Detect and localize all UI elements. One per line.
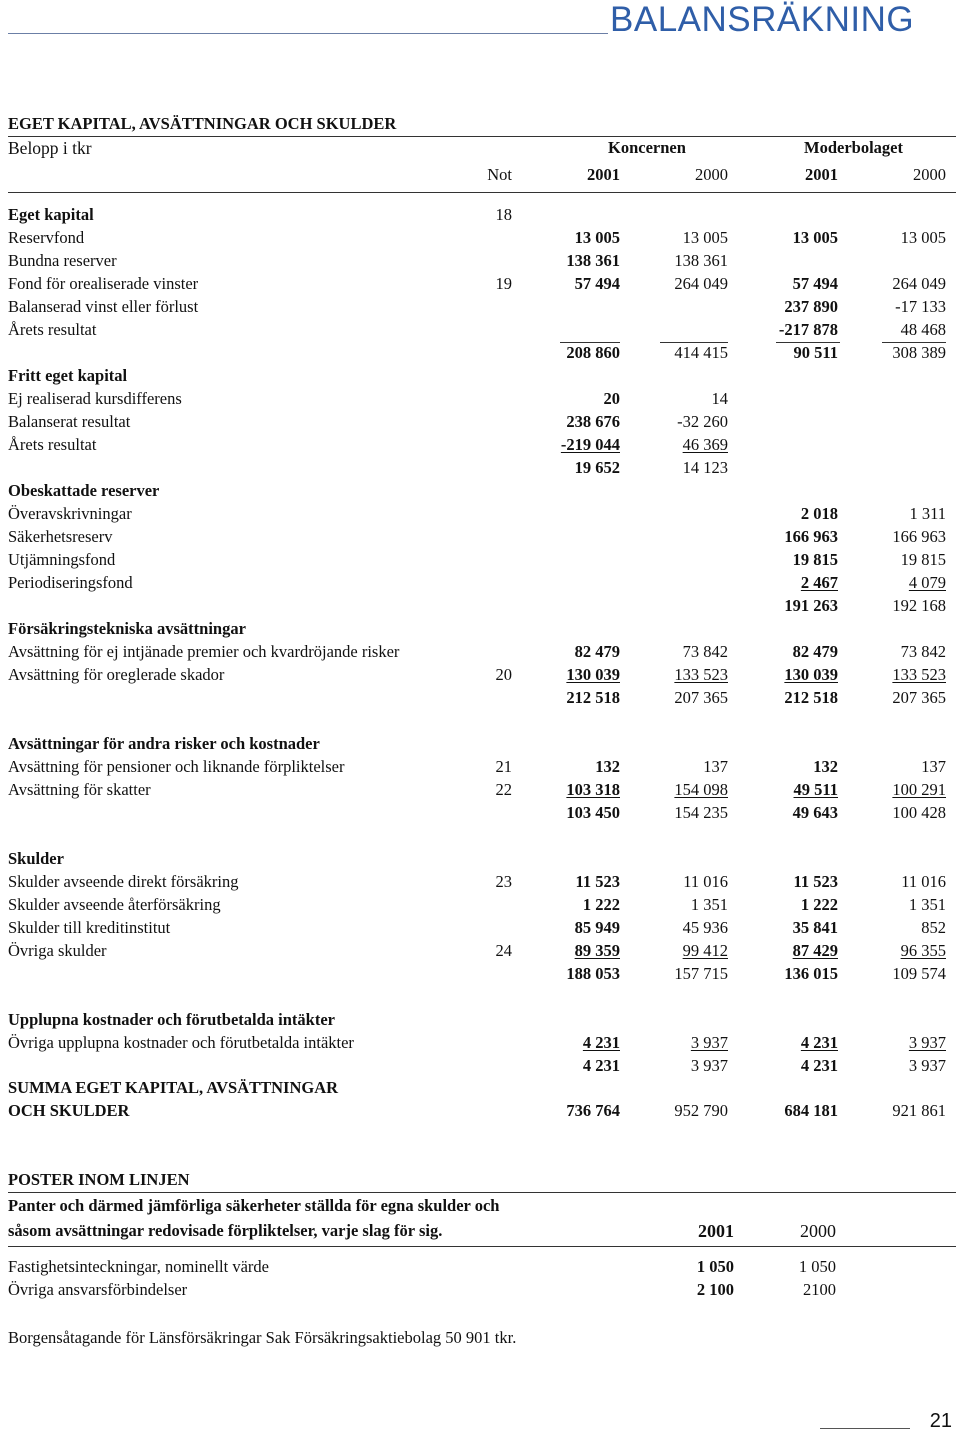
cell-koncern-2000: 138 361 [674, 251, 728, 270]
cell-koncern-2000: 137 [703, 757, 728, 776]
row-label: Årets resultat [8, 320, 97, 339]
cell-koncern-2001: 89 359 [574, 941, 620, 960]
row-label: Upplupna kostnader och förutbetalda intäkter [8, 1010, 335, 1029]
cell-koncern-2001: 4 231 [582, 1056, 620, 1075]
cell-moder-2000: 308 389 [892, 343, 946, 362]
cell-moder-2001: 136 015 [784, 964, 838, 983]
poster-item-v1: 2 100 [696, 1280, 734, 1299]
row-label: Övriga upplupna kostnader och förutbetalda intäkter [8, 1033, 354, 1052]
cell-moder-2001: 1 222 [800, 895, 838, 914]
group-koncernen: Koncernen [608, 138, 686, 157]
cell-moder-2000: 3 937 [908, 1056, 946, 1075]
table-subtotal-row [0, 595, 960, 617]
cell-moder-2001: 166 963 [784, 527, 838, 546]
cell-moder-2000: 3 937 [908, 1033, 946, 1052]
cell-koncern-2000: 11 016 [683, 872, 728, 891]
unit-label: Belopp i tkr [8, 138, 92, 158]
row-label: Avsättning för ej intjänade premier och kvardröjande risker [8, 642, 400, 661]
cell-koncern-2001: 13 005 [574, 228, 620, 247]
cell-koncern-2000: 73 842 [682, 642, 728, 661]
row-label: Skulder avseende återförsäkring [8, 895, 221, 914]
table-row [0, 572, 960, 594]
row-label: Eget kapital [8, 205, 94, 224]
row-label: Reservfond [8, 228, 85, 247]
poster-title: POSTER INOM LINJEN [8, 1170, 190, 1189]
cell-koncern-2001: 19 652 [574, 458, 620, 477]
cell-moder-2000: 109 574 [892, 964, 946, 983]
cell-koncern-2000: 13 005 [682, 228, 728, 247]
row-label: Säkerhetsreserv [8, 527, 113, 546]
cell-moder-2001: 11 523 [793, 872, 838, 891]
table-subtotal-row [0, 802, 960, 824]
table-row [0, 641, 960, 663]
table-row [0, 917, 960, 939]
cell-moder-2001: 2 467 [800, 573, 838, 592]
page-title: BALANSRÄKNING [610, 0, 915, 39]
poster-intro-2: såsom avsättningar redovisade förpliktelser, varje slag för sig. [8, 1221, 443, 1240]
cell-koncern-2001: 85 949 [574, 918, 620, 937]
cell-koncern-2000: 45 936 [682, 918, 728, 937]
cell-koncern-2000: 99 412 [682, 941, 728, 960]
table-row [0, 250, 960, 272]
cell-moder-2000: 133 523 [892, 665, 946, 684]
poster-item-v1: 1 050 [696, 1257, 734, 1276]
header-rule [8, 33, 608, 34]
poster-note: Borgensåtagande för Länsförsäkringar Sak Försäkringsaktiebolag 50 901 tkr. [8, 1328, 517, 1347]
row-label: Överavskrivningar [8, 504, 132, 523]
cell-koncern-2001: 736 764 [566, 1101, 620, 1120]
cell-moder-2001: 82 479 [792, 642, 838, 661]
cell-koncern-2001: -219 044 [560, 435, 620, 454]
row-note: 18 [495, 205, 512, 224]
row-label: Avsättning för oreglerade skador [8, 665, 225, 684]
poster-item-v2: 2100 [803, 1280, 836, 1299]
cell-koncern-2001: 103 318 [566, 780, 620, 799]
cell-koncern-2001: 130 039 [566, 665, 620, 684]
row-label: Avsättning för skatter [8, 780, 151, 799]
poster-intro-1: Panter och därmed jämförliga säkerheter ställda för egna skulder och [8, 1196, 500, 1215]
subtotal-rule [882, 342, 946, 343]
cell-moder-2001: 49 643 [792, 803, 838, 822]
cell-moder-2000: 19 815 [900, 550, 946, 569]
cell-moder-2001: 49 511 [793, 780, 838, 799]
cell-koncern-2000: 46 369 [682, 435, 728, 454]
cell-koncern-2001: 188 053 [566, 964, 620, 983]
table-subtotal-row [0, 687, 960, 709]
cell-koncern-2000: 157 715 [674, 964, 728, 983]
row-label: OCH SKULDER [8, 1101, 130, 1120]
cell-moder-2000: 13 005 [900, 228, 946, 247]
cell-moder-2000: 1 311 [909, 504, 946, 523]
row-label: Bundna reserver [8, 251, 117, 270]
cell-koncern-2000: 133 523 [674, 665, 728, 684]
row-label: Årets resultat [8, 435, 97, 454]
table-row [0, 733, 960, 755]
table-row [0, 411, 960, 433]
column-header-row [0, 164, 960, 186]
table-row [0, 204, 960, 226]
cell-moder-2000: 921 861 [892, 1101, 946, 1120]
page-number: 21 [929, 1410, 952, 1432]
cell-koncern-2000: 14 123 [682, 458, 728, 477]
cell-koncern-2000: 154 235 [674, 803, 728, 822]
poster-intro-row [0, 1220, 960, 1242]
table-row [0, 848, 960, 870]
cell-moder-2000: 11 016 [901, 872, 946, 891]
row-note: 21 [495, 757, 512, 776]
subtotal-rule [776, 342, 840, 343]
row-note: 20 [495, 665, 512, 684]
row-note: 23 [495, 872, 512, 891]
cell-koncern-2000: 952 790 [674, 1101, 728, 1120]
header-bottom-rule [8, 192, 956, 193]
cell-moder-2000: 100 428 [892, 803, 946, 822]
poster-item-label: Fastighetsinteckningar, nominellt värde [8, 1257, 269, 1276]
col-koncern-2000: 2000 [695, 165, 728, 184]
cell-moder-2000: 166 963 [892, 527, 946, 546]
poster-item [0, 1279, 960, 1301]
table-subtotal-row [0, 457, 960, 479]
section-rule [8, 136, 956, 137]
cell-moder-2001: 87 429 [792, 941, 838, 960]
cell-koncern-2000: 3 937 [690, 1033, 728, 1052]
cell-moder-2001: 35 841 [792, 918, 838, 937]
cell-moder-2001: 237 890 [784, 297, 838, 316]
cell-moder-2000: 264 049 [892, 274, 946, 293]
table-row [0, 227, 960, 249]
cell-koncern-2001: 138 361 [566, 251, 620, 270]
cell-moder-2001: 90 511 [793, 343, 838, 362]
cell-koncern-2001: 132 [595, 757, 620, 776]
subtotal-rule [660, 342, 728, 343]
cell-koncern-2001: 11 523 [575, 872, 620, 891]
table-row [0, 526, 960, 548]
table-row [0, 756, 960, 778]
table-row [0, 365, 960, 387]
cell-moder-2000: 96 355 [900, 941, 946, 960]
col-koncern-2001: 2001 [587, 165, 620, 184]
table-row [0, 273, 960, 295]
cell-koncern-2001: 57 494 [574, 274, 620, 293]
cell-koncern-2000: 264 049 [674, 274, 728, 293]
cell-moder-2000: 48 468 [900, 320, 946, 339]
cell-moder-2001: 13 005 [792, 228, 838, 247]
cell-moder-2001: 132 [813, 757, 838, 776]
row-label: Avsättningar för andra risker och kostnader [8, 734, 320, 753]
cell-koncern-2000: 207 365 [674, 688, 728, 707]
cell-koncern-2000: 14 [711, 389, 728, 408]
cell-koncern-2001: 212 518 [566, 688, 620, 707]
row-label: SUMMA EGET KAPITAL, AVSÄTTNINGAR [8, 1078, 339, 1097]
row-label: Balanserat resultat [8, 412, 131, 431]
cell-moder-2000: 4 079 [908, 573, 946, 592]
table-row [0, 940, 960, 962]
cell-koncern-2000: -32 260 [677, 412, 728, 431]
row-label: Skulder [8, 849, 64, 868]
table-subtotal-row [0, 342, 960, 364]
cell-koncern-2000: 154 098 [674, 780, 728, 799]
table-row [0, 1100, 960, 1122]
poster-item-v2: 1 050 [798, 1257, 836, 1276]
cell-koncern-2001: 1 222 [582, 895, 620, 914]
cell-koncern-2000: 1 351 [690, 895, 728, 914]
subtotal-rule [560, 342, 620, 343]
group-moderbolaget: Moderbolaget [804, 138, 903, 157]
cell-moder-2000: 73 842 [900, 642, 946, 661]
cell-moder-2001: 4 231 [800, 1033, 838, 1052]
cell-moder-2000: 207 365 [892, 688, 946, 707]
cell-moder-2001: -217 878 [778, 320, 838, 339]
cell-moder-2000: 100 291 [892, 780, 946, 799]
cell-koncern-2000: 3 937 [690, 1056, 728, 1075]
cell-moder-2000: 137 [921, 757, 946, 776]
col-moder-2000: 2000 [913, 165, 946, 184]
row-label: Fond för orealiserade vinster [8, 274, 199, 293]
col-not: Not [487, 165, 512, 184]
row-label: Periodiseringsfond [8, 573, 133, 592]
cell-koncern-2001: 103 450 [566, 803, 620, 822]
table-row [0, 480, 960, 502]
poster-rule-bottom [8, 1246, 956, 1247]
cell-moder-2000: 852 [921, 918, 946, 937]
table-row [0, 618, 960, 640]
cell-koncern-2001: 4 231 [582, 1033, 620, 1052]
table-row [0, 664, 960, 686]
table-row [0, 1032, 960, 1054]
cell-moder-2001: 57 494 [792, 274, 838, 293]
cell-moder-2001: 191 263 [784, 596, 838, 615]
row-label: Ej realiserad kursdifferens [8, 389, 182, 408]
cell-moder-2000: -17 133 [895, 297, 946, 316]
row-label: Balanserad vinst eller förlust [8, 297, 199, 316]
cell-moder-2001: 212 518 [784, 688, 838, 707]
table-row [0, 434, 960, 456]
row-label: Försäkringstekniska avsättningar [8, 619, 246, 638]
poster-year-1: 2001 [698, 1221, 734, 1241]
row-label: Skulder till kreditinstitut [8, 918, 171, 937]
poster-item [0, 1256, 960, 1278]
table-row [0, 296, 960, 318]
row-label: Fritt eget kapital [8, 366, 128, 385]
section-title: EGET KAPITAL, AVSÄTTNINGAR OCH SKULDER [8, 114, 397, 133]
row-note: 19 [495, 274, 512, 293]
row-label: Skulder avseende direkt försäkring [8, 872, 239, 891]
table-row [0, 1009, 960, 1031]
poster-rule-top [8, 1192, 956, 1193]
row-note: 24 [495, 941, 512, 960]
col-moder-2001: 2001 [805, 165, 838, 184]
row-label: Utjämningsfond [8, 550, 116, 569]
table-row [0, 894, 960, 916]
poster-year-2: 2000 [800, 1221, 836, 1241]
cell-moder-2000: 192 168 [892, 596, 946, 615]
table-row [0, 871, 960, 893]
cell-moder-2001: 130 039 [784, 665, 838, 684]
cell-koncern-2001: 20 [603, 389, 620, 408]
row-note: 22 [495, 780, 512, 799]
poster-item-label: Övriga ansvarsförbindelser [8, 1280, 188, 1299]
cell-koncern-2000: 414 415 [674, 343, 728, 362]
table-row [0, 779, 960, 801]
table-subtotal-row [0, 963, 960, 985]
cell-moder-2001: 684 181 [784, 1101, 838, 1120]
cell-moder-2001: 19 815 [792, 550, 838, 569]
row-label: Obeskattade reserver [8, 481, 160, 500]
cell-koncern-2001: 238 676 [566, 412, 620, 431]
cell-moder-2001: 2 018 [800, 504, 838, 523]
cell-moder-2000: 1 351 [908, 895, 946, 914]
table-row [0, 1077, 960, 1099]
cell-koncern-2001: 208 860 [566, 343, 620, 362]
row-label: Övriga skulder [8, 941, 107, 960]
table-row [0, 549, 960, 571]
cell-koncern-2001: 82 479 [574, 642, 620, 661]
table-subtotal-row [0, 1055, 960, 1077]
footer-rule [820, 1428, 910, 1429]
table-row [0, 503, 960, 525]
row-label: Avsättning för pensioner och liknande förpliktelser [8, 757, 345, 776]
table-row [0, 319, 960, 341]
table-row [0, 388, 960, 410]
cell-moder-2001: 4 231 [800, 1056, 838, 1075]
